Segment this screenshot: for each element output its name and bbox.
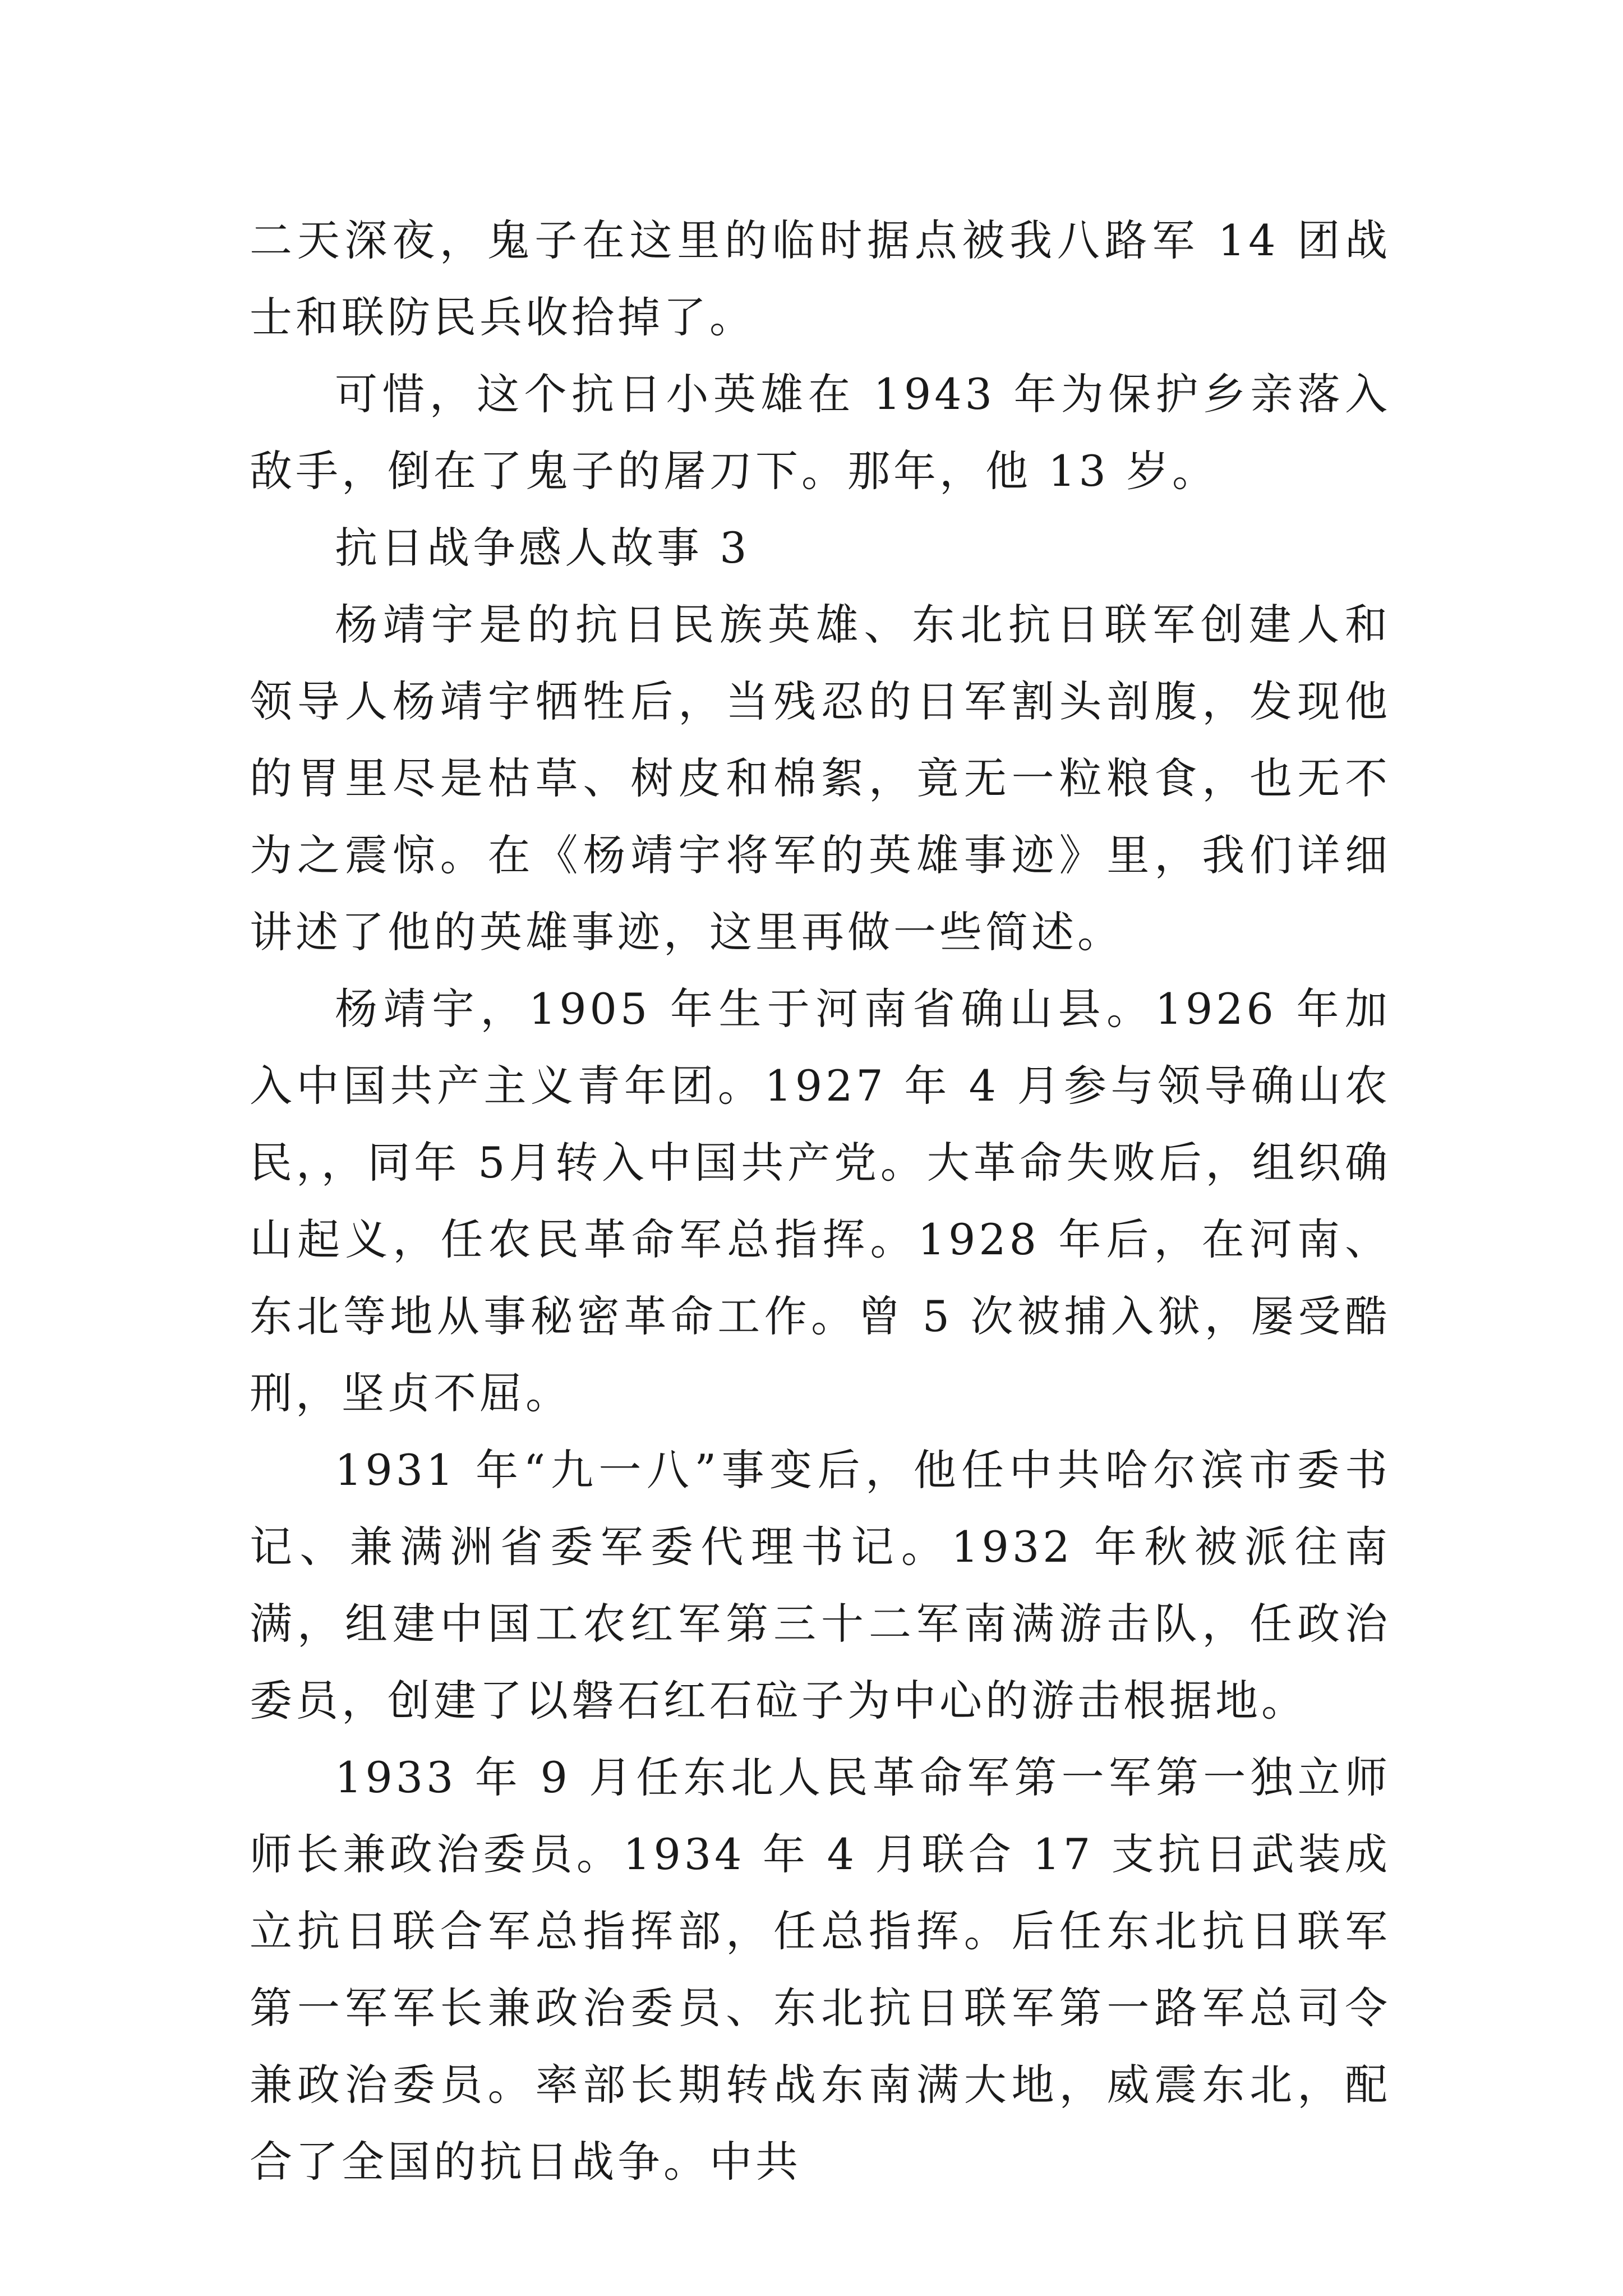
paragraph: 1931 年“九一八”事变后，他任中共哈尔滨市委书记、兼满洲省委军委代理书记。1932 年秋被派往南满，组建中国工农红军第三十二军南满游击队，任政治委员，创建了以磐石红石砬子为中心的游击根据地。 [250, 1445, 1391, 1726]
paragraph: 可惜，这个抗日小英雄在 1943 年为保护乡亲落入敌手，倒在了鬼子的屠刀下。那年，他 13 岁。 [250, 369, 1391, 496]
body-text [250, 202, 1391, 2200]
paragraph: 1933 年 9 月任东北人民革命军第一军第一独立师师长兼政治委员。1934 年 4 月联合 17 支抗日武装成立抗日联合军总指挥部，任总指挥。后任东北抗日联军第一军军长兼政治委员、东北抗日联军第一路军总司令兼政治委员。率部长期转战东南满大地，威震东北，配合了全国的抗日战争。中共 [250, 1752, 1391, 2187]
paragraph: 二天深夜，鬼子在这里的临时据点被我八路军 14 团战士和联防民兵收拾掉了。 [250, 215, 1391, 342]
section-heading: 抗日战争感人故事 3 [335, 523, 750, 573]
paragraph: 杨靖宇是的抗日民族英雄、东北抗日联军创建人和领导人杨靖宇牺牲后，当残忍的日军割头剖腹，发现他的胃里尽是枯草、树皮和棉絮，竟无一粒粮食，也无不为之震惊。在《杨靖宇将军的英雄事迹》里，我们详细讲述了他的英雄事迹，这里再做一些简述。 [250, 600, 1391, 957]
paragraph: 杨靖宇，1905 年生于河南省确山县。1926 年加入中国共产主义青年团。1927 年 4 月参与领导确山农民，，同年 5月转入中国共产党。大革命失败后，组织确山起义，任农民革命军总指挥。1928 年后，在河南、东北等地从事秘密革命工作。曾 5 次被捕入狱，屡受酷刑，坚贞不屈。 [250, 984, 1391, 1418]
